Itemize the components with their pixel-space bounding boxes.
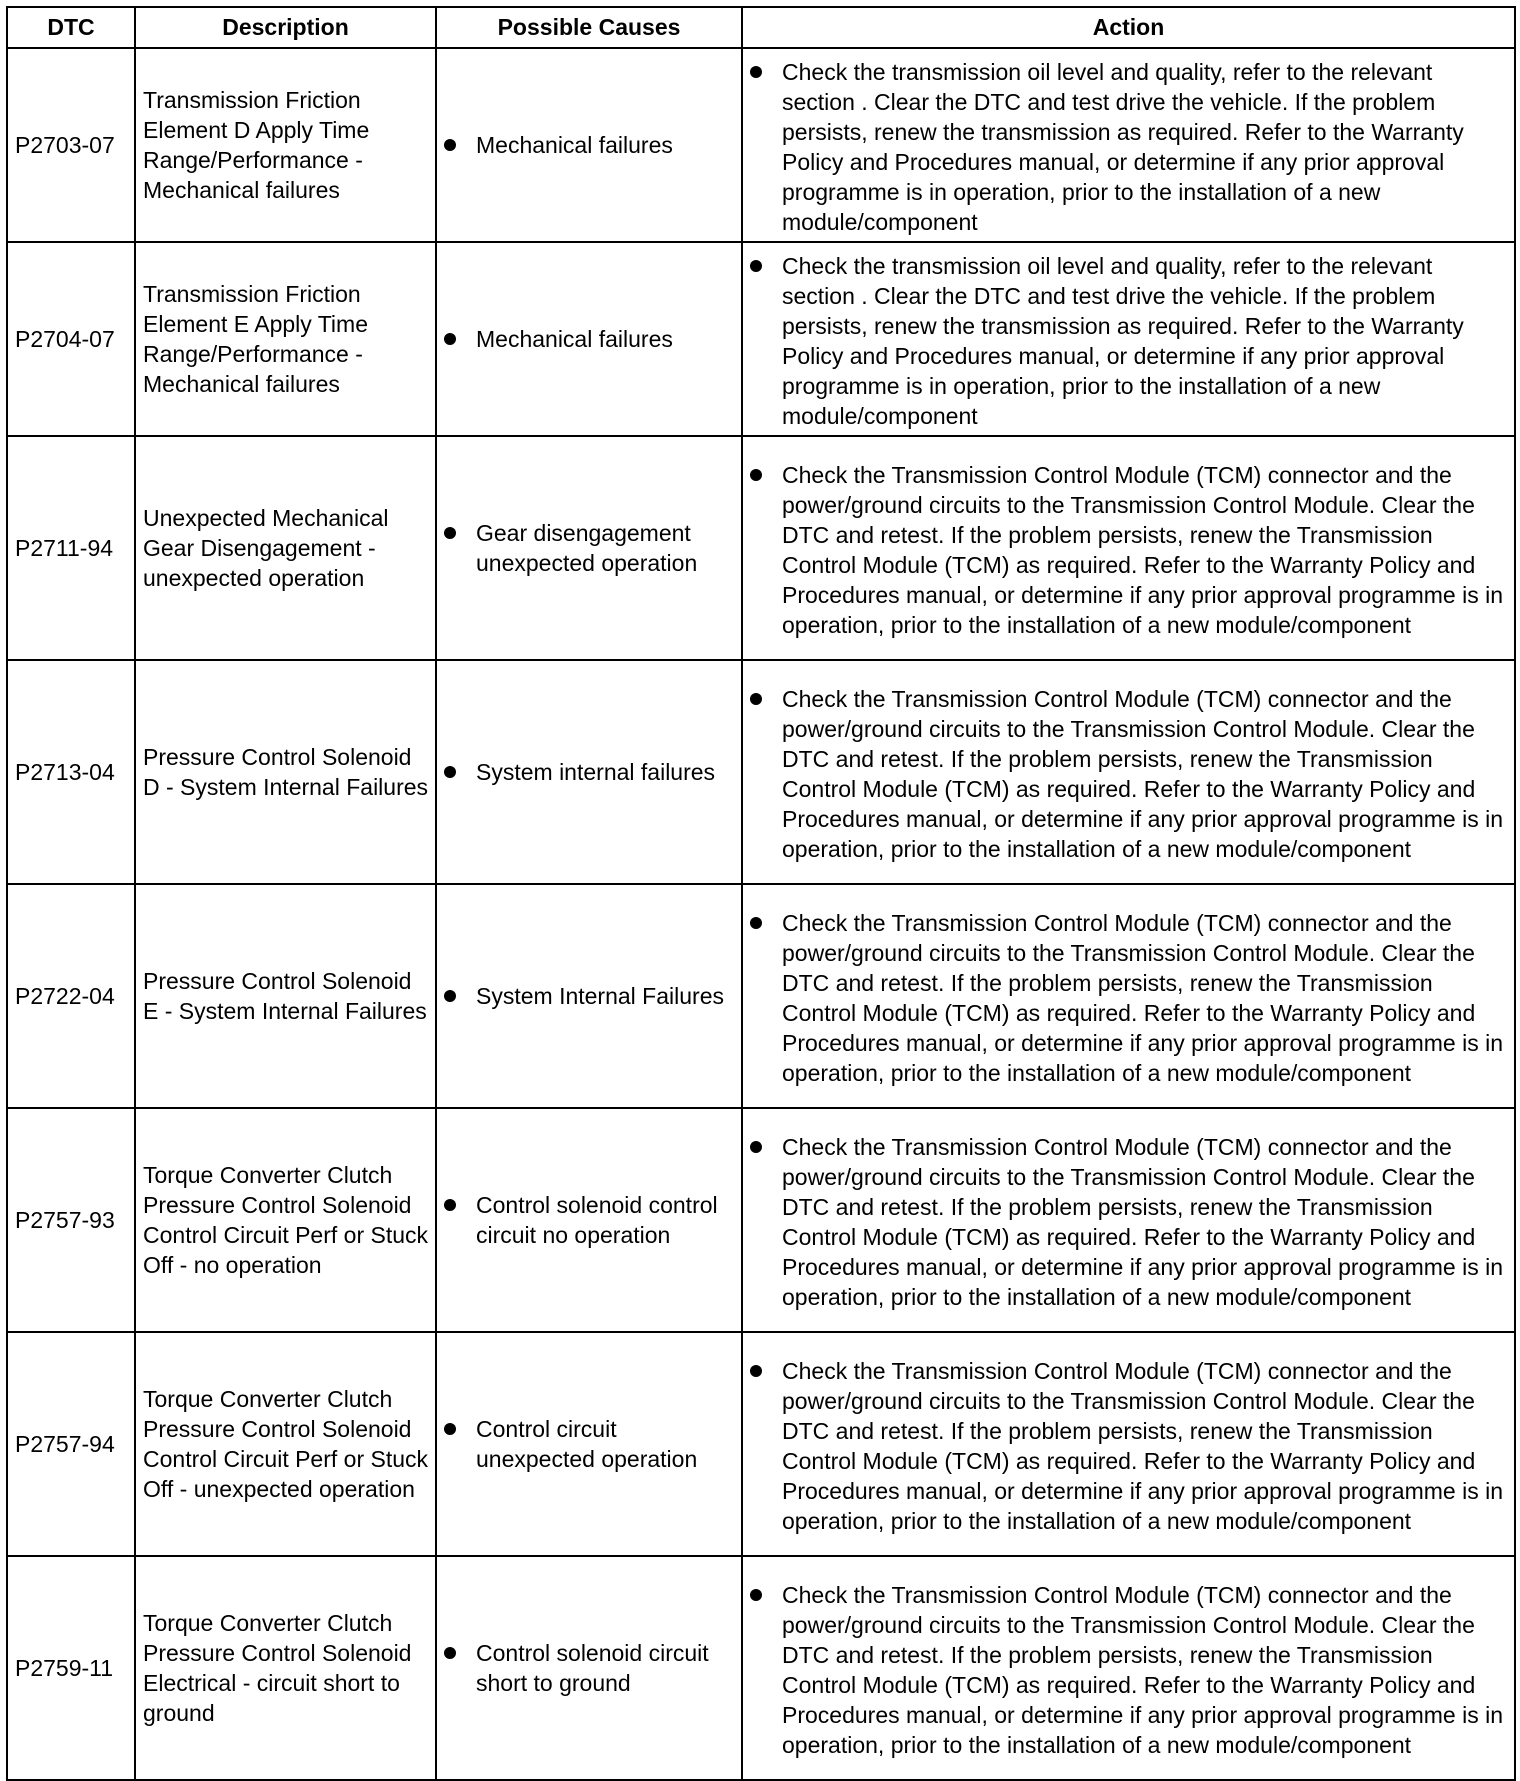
action-text: Check the Transmission Control Module (TCM) connector and the power/ground circuits to the Transmission Control Module. Clear the DTC and retest. If the problem persists, renew the Transmission Control Module (TCM) as required. Refer to the Warranty Policy and Procedures manual, or determine if any prior approval programme is in operation, prior to the installation of a new module/component bbox=[782, 910, 1503, 1086]
possible-cause-cell bbox=[436, 660, 742, 884]
dtc-code: P2704-07 bbox=[7, 242, 135, 436]
bullet-icon bbox=[444, 527, 456, 539]
table-row bbox=[7, 1332, 1515, 1556]
action-cell bbox=[742, 660, 1515, 884]
table-row bbox=[7, 1108, 1515, 1332]
table-header-row bbox=[7, 7, 1515, 48]
possible-cause-cell bbox=[436, 884, 742, 1108]
dtc-description: Pressure Control Solenoid E - System Internal Failures bbox=[135, 884, 436, 1108]
action-text: Check the Transmission Control Module (TCM) connector and the power/ground circuits to the Transmission Control Module. Clear the DTC and retest. If the problem persists, renew the Transmission Control Module (TCM) as required. Refer to the Warranty Policy and Procedures manual, or determine if any prior approval programme is in operation, prior to the installation of a new module/component bbox=[782, 686, 1503, 862]
action-cell bbox=[742, 1332, 1515, 1556]
dtc-description: Unexpected Mechanical Gear Disengagement - unexpected operation bbox=[135, 436, 436, 660]
bullet-icon bbox=[444, 990, 456, 1002]
bullet-icon bbox=[750, 469, 762, 481]
bullet-icon bbox=[444, 333, 456, 345]
action-cell bbox=[742, 884, 1515, 1108]
dtc-description: Pressure Control Solenoid D - System Internal Failures bbox=[135, 660, 436, 884]
dtc-code: P2757-94 bbox=[7, 1332, 135, 1556]
table-row bbox=[7, 1556, 1515, 1780]
bullet-icon bbox=[750, 1365, 762, 1377]
action-text: Check the transmission oil level and quality, refer to the relevant section . Clear the DTC and test drive the vehicle. If the problem persists, renew the transmission as required. Refer to the Warranty Policy and Procedures manual, or determine if any prior approval programme is in operation, prior to the installation of a new module/component bbox=[782, 59, 1464, 235]
dtc-description: Torque Converter Clutch Pressure Control Solenoid Control Circuit Perf or Stuck Off - no operation bbox=[135, 1108, 436, 1332]
dtc-description: Torque Converter Clutch Pressure Control Solenoid Electrical - circuit short to ground bbox=[135, 1556, 436, 1780]
possible-cause-cell bbox=[436, 1108, 742, 1332]
possible-cause: Mechanical failures bbox=[476, 326, 673, 352]
action-text: Check the Transmission Control Module (TCM) connector and the power/ground circuits to the Transmission Control Module. Clear the DTC and retest. If the problem persists, renew the Transmission Control Module (TCM) as required. Refer to the Warranty Policy and Procedures manual, or determine if any prior approval programme is in operation, prior to the installation of a new module/component bbox=[782, 1582, 1503, 1758]
dtc-description: Transmission Friction Element E Apply Time Range/Performance - Mechanical failures bbox=[135, 242, 436, 436]
bullet-icon bbox=[750, 1141, 762, 1153]
table-row bbox=[7, 48, 1515, 242]
bullet-icon bbox=[444, 1199, 456, 1211]
action-cell bbox=[742, 48, 1515, 242]
table-row bbox=[7, 436, 1515, 660]
bullet-icon bbox=[444, 139, 456, 151]
dtc-code: P2703-07 bbox=[7, 48, 135, 242]
dtc-table bbox=[6, 6, 1516, 1781]
possible-cause-cell bbox=[436, 48, 742, 242]
dtc-table-container bbox=[6, 6, 1514, 1781]
bullet-icon bbox=[750, 66, 762, 78]
possible-cause: Gear disengagement unexpected operation bbox=[476, 520, 698, 576]
bullet-icon bbox=[444, 766, 456, 778]
action-text: Check the transmission oil level and quality, refer to the relevant section . Clear the DTC and test drive the vehicle. If the problem persists, renew the transmission as required. Refer to the Warranty Policy and Procedures manual, or determine if any prior approval programme is in operation, prior to the installation of a new module/component bbox=[782, 253, 1464, 429]
bullet-icon bbox=[750, 917, 762, 929]
possible-cause: Control solenoid control circuit no operation bbox=[476, 1192, 718, 1248]
action-cell bbox=[742, 436, 1515, 660]
dtc-code: P2722-04 bbox=[7, 884, 135, 1108]
action-text: Check the Transmission Control Module (TCM) connector and the power/ground circuits to the Transmission Control Module. Clear the DTC and retest. If the problem persists, renew the Transmission Control Module (TCM) as required. Refer to the Warranty Policy and Procedures manual, or determine if any prior approval programme is in operation, prior to the installation of a new module/component bbox=[782, 1134, 1503, 1310]
bullet-icon bbox=[444, 1423, 456, 1435]
possible-cause-cell bbox=[436, 1332, 742, 1556]
possible-cause-cell bbox=[436, 436, 742, 660]
table-row bbox=[7, 884, 1515, 1108]
possible-cause: Mechanical failures bbox=[476, 132, 673, 158]
action-cell bbox=[742, 1108, 1515, 1332]
possible-cause: Control circuit unexpected operation bbox=[476, 1416, 698, 1472]
possible-cause: System internal failures bbox=[476, 759, 716, 785]
table-row bbox=[7, 242, 1515, 436]
dtc-code: P2711-94 bbox=[7, 436, 135, 660]
header-dtc: DTC bbox=[7, 7, 135, 48]
dtc-code: P2759-11 bbox=[7, 1556, 135, 1780]
header-possible-causes: Possible Causes bbox=[436, 7, 742, 48]
action-cell bbox=[742, 1556, 1515, 1780]
bullet-icon bbox=[750, 260, 762, 272]
table-row bbox=[7, 660, 1515, 884]
possible-cause: Control solenoid circuit short to ground bbox=[476, 1640, 709, 1696]
action-cell bbox=[742, 242, 1515, 436]
bullet-icon bbox=[750, 1589, 762, 1601]
header-action: Action bbox=[742, 7, 1515, 48]
dtc-description: Torque Converter Clutch Pressure Control Solenoid Control Circuit Perf or Stuck Off - unexpected operation bbox=[135, 1332, 436, 1556]
dtc-code: P2757-93 bbox=[7, 1108, 135, 1332]
dtc-code: P2713-04 bbox=[7, 660, 135, 884]
bullet-icon bbox=[750, 693, 762, 705]
bullet-icon bbox=[444, 1647, 456, 1659]
possible-cause: System Internal Failures bbox=[476, 983, 724, 1009]
action-text: Check the Transmission Control Module (TCM) connector and the power/ground circuits to the Transmission Control Module. Clear the DTC and retest. If the problem persists, renew the Transmission Control Module (TCM) as required. Refer to the Warranty Policy and Procedures manual, or determine if any prior approval programme is in operation, prior to the installation of a new module/component bbox=[782, 1358, 1503, 1534]
action-text: Check the Transmission Control Module (TCM) connector and the power/ground circuits to the Transmission Control Module. Clear the DTC and retest. If the problem persists, renew the Transmission Control Module (TCM) as required. Refer to the Warranty Policy and Procedures manual, or determine if any prior approval programme is in operation, prior to the installation of a new module/component bbox=[782, 462, 1503, 638]
possible-cause-cell bbox=[436, 242, 742, 436]
possible-cause-cell bbox=[436, 1556, 742, 1780]
dtc-description: Transmission Friction Element D Apply Time Range/Performance - Mechanical failures bbox=[135, 48, 436, 242]
header-description: Description bbox=[135, 7, 436, 48]
